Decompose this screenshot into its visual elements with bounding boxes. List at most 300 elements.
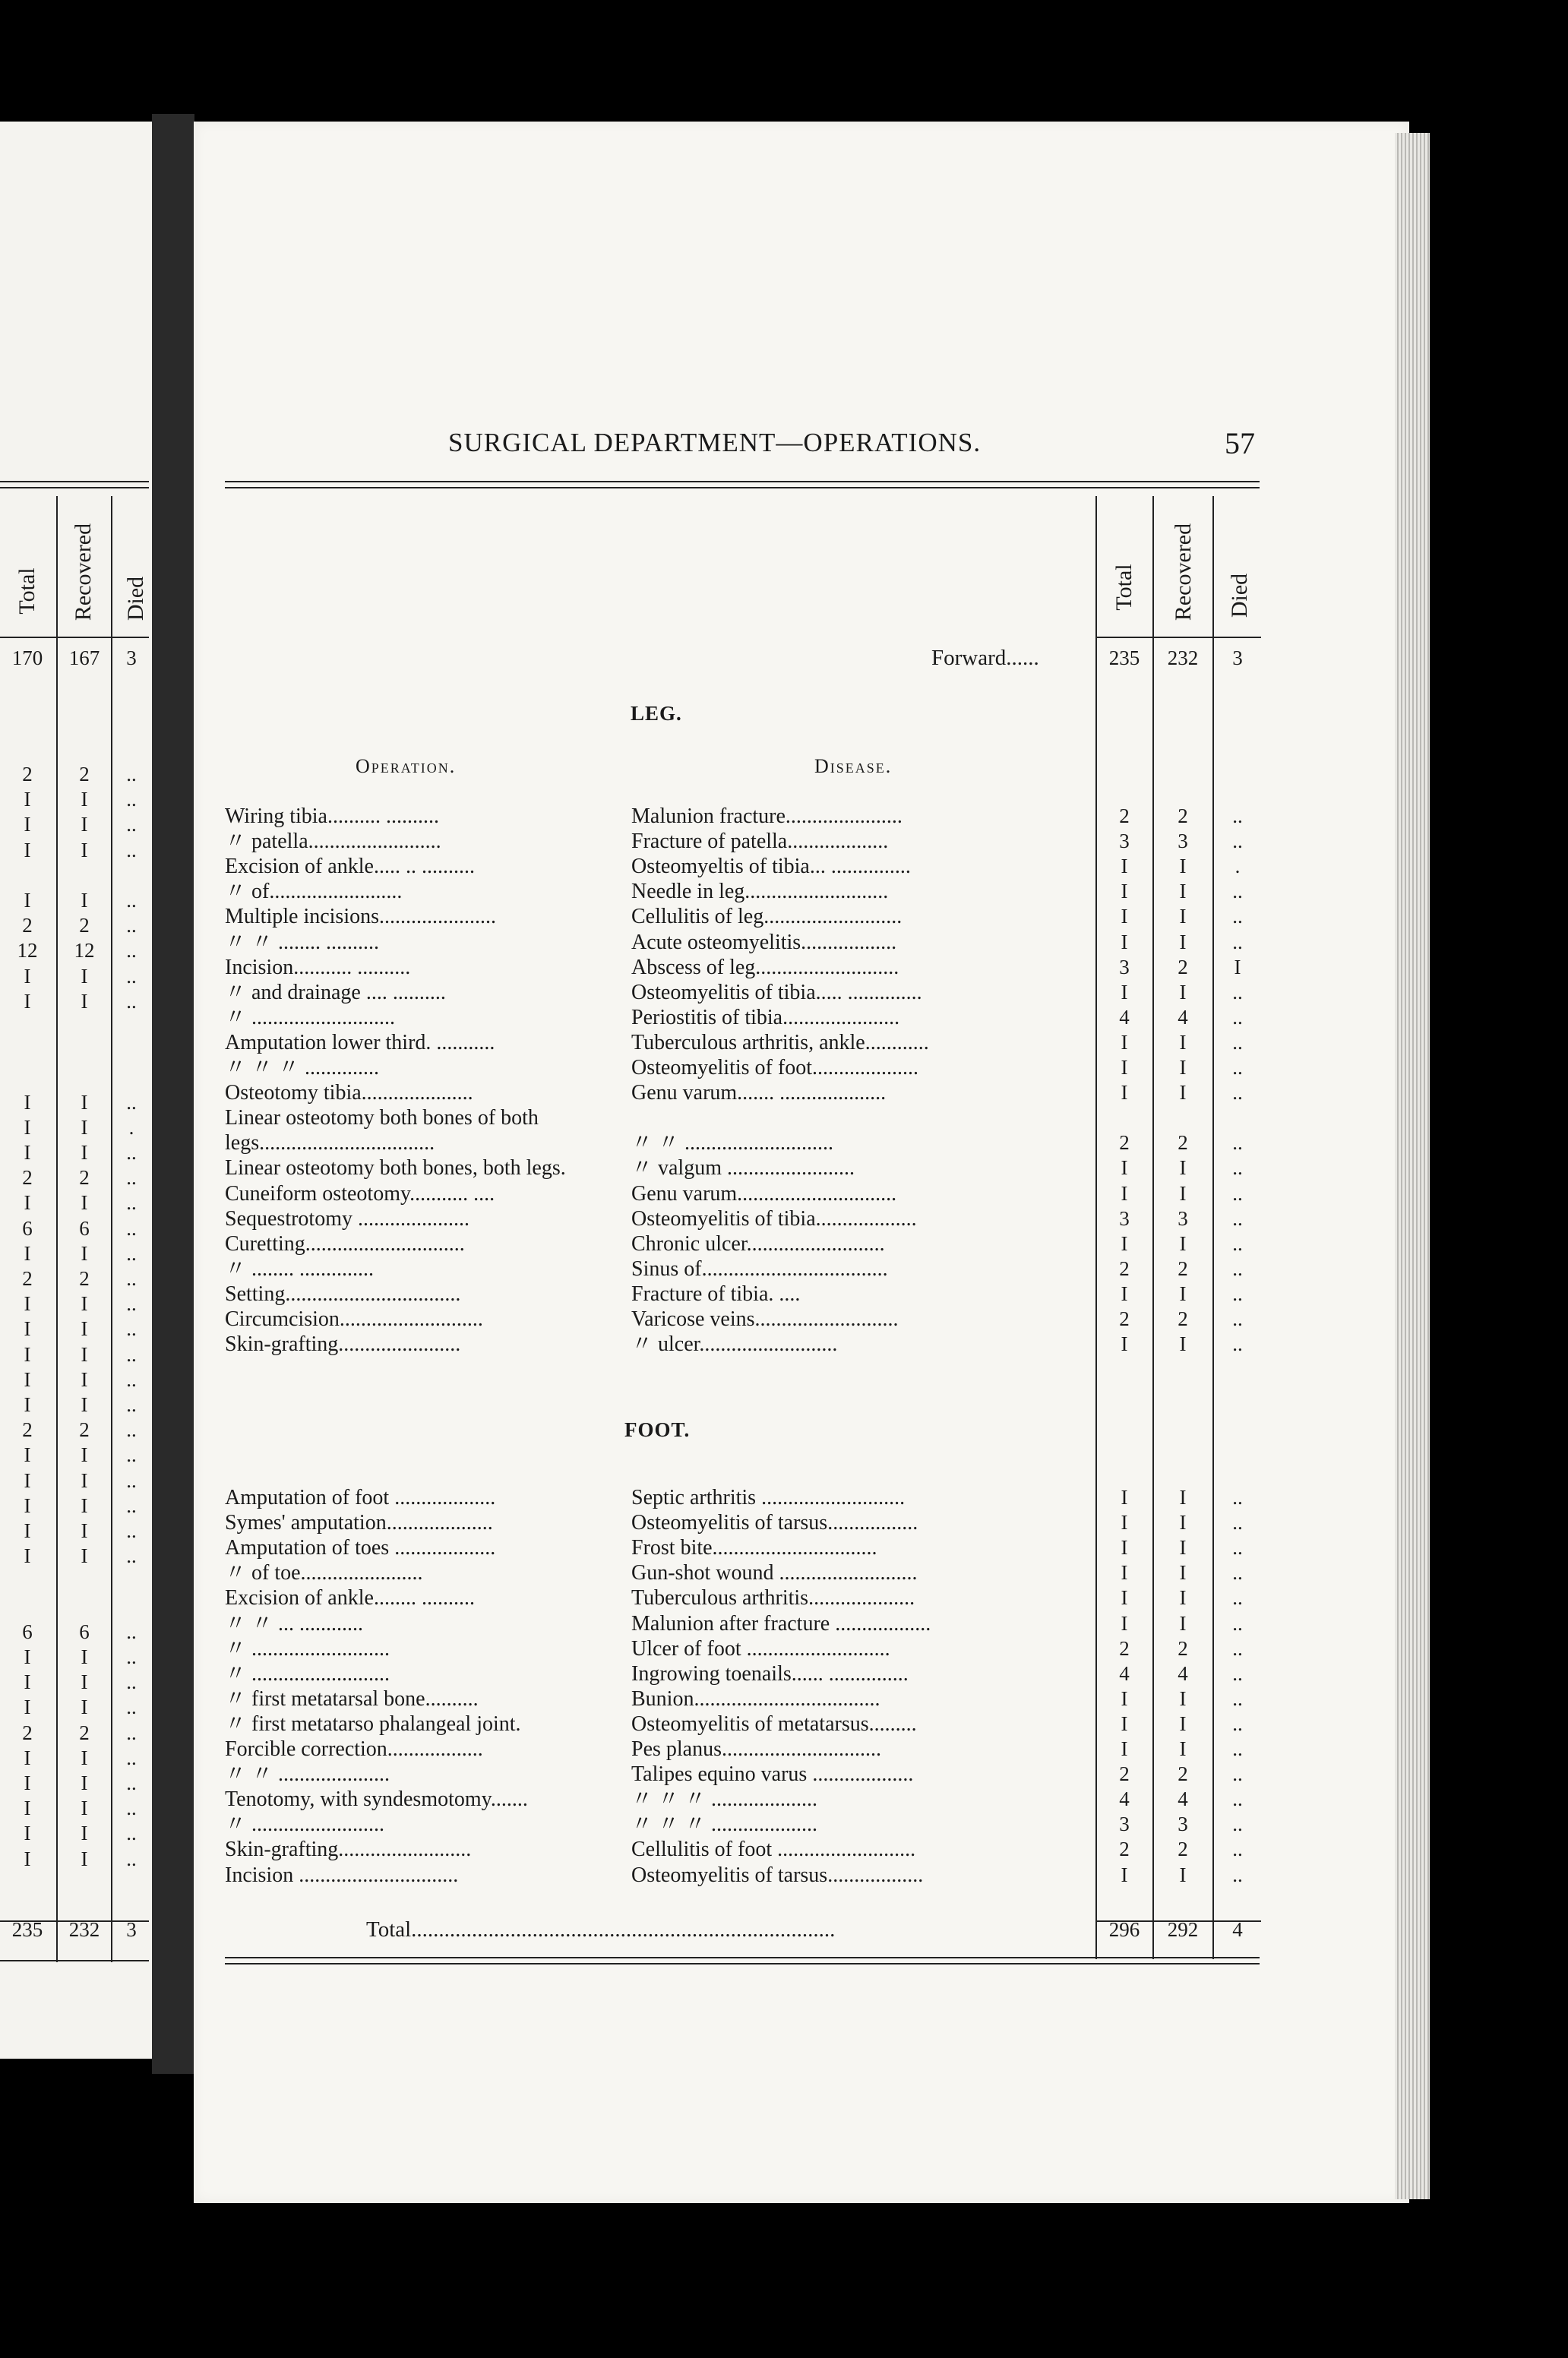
foot-died-cell: .. [1232,1686,1243,1710]
leg-operation: Amputation lower third. ........... [225,1030,495,1054]
leg-died-cell: .. [1232,1030,1243,1054]
leg-total-cell: I [1121,1030,1128,1054]
leg-total-cell: I [1121,905,1128,928]
foot-operation: 〃 ......................... [225,1813,385,1837]
column-header-total: Total [1111,564,1136,611]
foot-died-cell: .. [1232,1586,1243,1610]
left-row-cell: I [81,1847,88,1870]
leg-recovered-cell: I [1179,1056,1187,1079]
left-row-cell: I [81,813,88,836]
foot-total-cell: I [1121,1486,1128,1509]
left-row-cell: 2 [79,914,90,937]
foot-operation: Amputation of toes ................... [225,1536,496,1560]
foot-disease: Tuberculous arthritis.................... [631,1586,915,1610]
foot-recovered-cell: I [1179,1561,1187,1585]
leg-died-cell: .. [1232,1181,1243,1205]
left-row-cell: .. [126,1393,137,1416]
left-row-cell: .. [126,1090,137,1114]
foot-disease: Osteomyelitis of tarsus................. [631,1511,918,1535]
left-row-cell: I [81,1191,88,1215]
leg-recovered-cell: I [1179,1231,1187,1255]
left-row-cell: I [81,838,88,861]
foot-disease: Malunion after fracture .................. [631,1611,931,1636]
foot-disease: Osteomyelitis of metatarsus......... [631,1712,917,1736]
foot-recovered-cell: 3 [1178,1813,1188,1836]
foot-operation: Excision of ankle........ .......... [225,1586,475,1610]
leg-recovered-cell: 4 [1178,1005,1188,1029]
foot-row [0,1585,1568,1610]
left-row-cell: . [128,1115,134,1139]
leg-recovered-cell: 2 [1178,955,1188,978]
leg-row [0,930,1568,955]
leg-disease: Needle in leg........................... [631,880,889,904]
left-row-cell: .. [126,1241,137,1265]
leg-died-cell: . [1234,855,1241,878]
left-total-cell: 3 [126,1918,137,1941]
foot-died-cell: .. [1232,1838,1243,1861]
leg-disease: Chronic ulcer.......................... [631,1231,885,1256]
left-total-cell: 235 [11,1918,43,1941]
forward-recovered: 232 [1167,646,1199,669]
foot-operation: Tenotomy, with syndesmotomy....... [225,1787,528,1812]
foot-recovered-cell: I [1179,1863,1187,1886]
leg-row [0,904,1568,929]
left-row-cell: 2 [22,763,33,785]
column-header-recovered: Recovered [1171,523,1196,621]
left-row-cell: .. [126,1292,137,1316]
leg-operation: Skin-grafting....................... [225,1332,461,1357]
leg-operation: 〃 of......................... [225,880,403,904]
leg-died-cell: .. [1232,804,1243,827]
leg-row [0,980,1568,1005]
left-row-cell: .. [126,1418,137,1442]
foot-died-cell: .. [1232,1536,1243,1560]
left-row-cell: .. [126,1797,137,1820]
leg-operation: Circumcision........................... [225,1307,483,1331]
leg-operation: Multiple incisions...................... [225,905,496,929]
leg-died-cell: .. [1232,1256,1243,1280]
running-title: SURGICAL DEPARTMENT—OPERATIONS. [448,428,982,457]
left-row-cell: I [24,1847,31,1870]
left-row-cell: .. [126,1645,137,1668]
left-row-cell: I [81,1141,88,1164]
foot-section-title: FOOT. [624,1418,691,1441]
left-footer-rule [0,1960,149,1961]
leg-operation: 〃 ........................... [225,1005,396,1029]
leg-disease: Osteomyelitis of tibia................... [631,1206,917,1231]
foot-disease: Gun-shot wound .......................... [631,1561,918,1585]
foot-total-cell: 4 [1119,1787,1130,1811]
left-row-cell: I [81,1772,88,1794]
left-row-cell: I [81,1090,88,1114]
foot-operation: 〃 .......................... [225,1661,390,1686]
left-row-cell: .. [126,1696,137,1719]
foot-disease: Osteomyelitis of tarsus.................. [631,1863,924,1887]
left-row-cell: I [24,1443,31,1467]
left-row-cell: I [24,1797,31,1820]
leg-operation: 〃 ........ .............. [225,1256,375,1281]
foot-row [0,1560,1568,1585]
foot-disease: Pes planus.............................. [631,1737,881,1761]
disease-heading: Disease. [814,755,893,777]
left-row-cell: I [81,1746,88,1769]
leg-died-cell: .. [1232,1056,1243,1079]
leg-operation: legs................................. [225,1131,435,1155]
left-row-cell: I [81,889,88,912]
grand-recovered: 292 [1167,1918,1199,1941]
left-row-cell: 6 [79,1620,90,1643]
foot-recovered-cell: 2 [1178,1636,1188,1660]
leg-operation: Wiring tibia.......... .......... [225,804,439,828]
foot-row [0,1863,1568,1888]
leg-operation: Setting................................. [225,1282,461,1306]
leg-died-cell: .. [1232,930,1243,953]
leg-recovered-cell: I [1179,880,1187,903]
leg-row [0,1055,1568,1080]
foot-total-cell: I [1121,1511,1128,1535]
left-row-cell: 12 [17,939,38,962]
left-row-cell: I [81,964,88,988]
leg-row [0,879,1568,904]
left-row-cell: .. [126,964,137,988]
column-header-died: Died [1227,573,1252,618]
leg-died-cell: .. [1232,1206,1243,1230]
left-row-cell: .. [126,1141,137,1164]
grand-total: 296 [1108,1918,1140,1941]
foot-total-cell: I [1121,1686,1128,1710]
foot-row [0,1787,1568,1812]
leg-disease: Sinus of................................... [631,1256,888,1281]
left-total-cell: 232 [68,1918,100,1941]
operation-heading: Operation. [356,755,457,777]
leg-total-cell: 2 [1119,804,1130,827]
leg-total-cell: I [1121,1231,1128,1255]
foot-recovered-cell: 2 [1178,1762,1188,1786]
leg-recovered-cell: 3 [1178,1206,1188,1230]
foot-disease: Ingrowing toenails...... ............... [631,1661,909,1686]
leg-operation: 〃 and drainage .... .......... [225,980,446,1004]
left-forward-cell: 3 [126,646,137,669]
foot-operation: 〃 first metatarsal bone.......... [225,1686,479,1711]
left-row-cell: I [24,1822,31,1845]
foot-total-cell: I [1121,1611,1128,1635]
foot-recovered-cell: I [1179,1737,1187,1760]
leg-operation: 〃 〃 ........ .......... [225,930,380,954]
foot-row [0,1686,1568,1712]
foot-operation: 〃 〃 ..................... [225,1762,390,1787]
leg-total-cell: I [1121,855,1128,878]
left-row-cell: I [24,1115,31,1139]
foot-row [0,1837,1568,1862]
leg-recovered-cell: 2 [1178,1256,1188,1280]
left-header-rule-top [0,481,149,482]
left-row-cell: .. [126,1671,137,1694]
foot-disease: 〃 〃 〃 .................... [631,1813,818,1837]
foot-disease: Frost bite............................... [631,1536,877,1560]
leg-disease: Acute osteomyelitis.................. [631,930,897,954]
leg-operation: Linear osteotomy both bones, both legs. [225,1156,566,1181]
left-row-cell: I [24,1241,31,1265]
left-row-cell: 6 [22,1620,33,1643]
leg-row [0,955,1568,980]
left-row-cell: I [24,989,31,1013]
foot-total-cell: 4 [1119,1661,1130,1685]
left-row-cell: 2 [79,1166,90,1190]
left-row-cell: .. [126,1443,137,1467]
leg-row [0,1130,1568,1155]
left-row-cell: I [24,964,31,988]
left-row-cell: I [24,838,31,861]
leg-died-cell: .. [1232,1156,1243,1180]
foot-recovered-cell: I [1179,1536,1187,1560]
leg-died-cell: .. [1232,980,1243,1004]
leg-total-cell: I [1121,980,1128,1004]
leg-recovered-cell: 3 [1178,830,1188,853]
left-row-cell: I [24,1292,31,1316]
left-row-cell: I [81,1241,88,1265]
leg-disease: Fracture of tibia. .... [631,1282,801,1306]
foot-row [0,1636,1568,1661]
foot-died-cell: .. [1232,1611,1243,1635]
left-row-cell: .. [126,1166,137,1190]
leg-disease: Genu varum.............................. [631,1181,897,1206]
left-row-cell: 2 [79,1418,90,1442]
leg-operation: 〃 〃 〃 .............. [225,1056,380,1079]
left-row-cell: 2 [22,1166,33,1190]
left-row-cell: .. [126,1746,137,1769]
leg-row [0,1005,1568,1030]
leg-died-cell: .. [1232,830,1243,853]
leg-operation: Sequestrotomy ..................... [225,1206,469,1231]
leg-total-cell: 2 [1119,1256,1130,1280]
foot-died-cell: .. [1232,1511,1243,1535]
leg-disease: Osteomyelitis of tibia..... .............. [631,980,922,1004]
footer-rule-bottom [225,1963,1260,1964]
left-row-cell: I [81,1494,88,1517]
leg-total-cell: I [1121,1282,1128,1305]
left-row-cell: 6 [79,1216,90,1240]
foot-total-cell: I [1121,1712,1128,1735]
left-row-cell: 2 [22,914,33,937]
left-row-cell: I [81,1115,88,1139]
leg-section-title: LEG. [631,702,682,725]
foot-total-cell: 2 [1119,1838,1130,1861]
left-row-cell: .. [126,838,137,861]
leg-died-cell: .. [1232,1005,1243,1029]
leg-operation: Linear osteotomy both bones of both [225,1106,539,1130]
leg-row [0,854,1568,879]
left-row-cell: I [81,1317,88,1341]
left-row-cell: I [24,1141,31,1164]
left-row-cell: I [81,1797,88,1820]
leg-died-cell: .. [1232,905,1243,928]
left-row-cell: I [24,788,31,811]
left-row-cell: I [24,1746,31,1769]
foot-recovered-cell: 4 [1178,1661,1188,1685]
foot-died-cell: .. [1232,1863,1243,1886]
foot-disease: Ulcer of foot ........................... [631,1636,890,1661]
foot-recovered-cell: I [1179,1586,1187,1610]
left-row-cell: 2 [22,1721,33,1744]
leg-disease: 〃 ulcer.......................... [631,1332,838,1357]
leg-row [0,829,1568,854]
left-row-cell: I [24,1645,31,1668]
leg-recovered-cell: I [1179,930,1187,953]
foot-recovered-cell: 4 [1178,1787,1188,1811]
foot-recovered-cell: I [1179,1611,1187,1635]
left-forward-cell: 170 [11,646,43,669]
left-row-cell: I [24,1772,31,1794]
leg-died-cell: .. [1232,1231,1243,1255]
leg-died-cell: .. [1232,1332,1243,1356]
leg-row [0,1307,1568,1332]
left-row-cell: .. [126,1494,137,1517]
leg-disease: Varicose veins........................... [631,1307,899,1331]
leg-row [0,1181,1568,1206]
leg-operation: Excision of ankle..... .. .......... [225,855,475,879]
left-row-cell: I [81,989,88,1013]
left-row-cell: .. [126,1468,137,1492]
leg-disease: 〃 〃 ............................ [631,1131,834,1155]
foot-operation: 〃 first metatarso phalangeal joint. [225,1712,521,1736]
foot-row [0,1712,1568,1737]
foot-operation: Forcible correction.................. [225,1737,483,1761]
foot-disease: 〃 〃 〃 .................... [631,1787,818,1812]
foot-died-cell: .. [1232,1486,1243,1509]
header-rule-top [225,481,1260,482]
footer-rule-top [225,1957,1260,1958]
left-row-cell: .. [126,763,137,785]
left-row-cell: I [81,1696,88,1719]
foot-died-cell: .. [1232,1737,1243,1760]
left-row-cell: I [24,889,31,912]
left-row-cell: I [81,1468,88,1492]
leg-recovered-cell: I [1179,1081,1187,1105]
left-row-cell: .. [126,1847,137,1870]
foot-row [0,1535,1568,1560]
left-row-cell: I [81,1443,88,1467]
leg-disease: Tuberculous arthritis, ankle............ [631,1030,929,1054]
left-row-cell: .. [126,1772,137,1794]
foot-row [0,1611,1568,1636]
left-row-cell: I [24,1367,31,1391]
foot-total-cell: 3 [1119,1813,1130,1836]
foot-row [0,1762,1568,1787]
foot-recovered-cell: 2 [1178,1838,1188,1861]
leg-total-cell: 3 [1119,1206,1130,1230]
foot-row [0,1812,1568,1837]
foot-operation: 〃 〃 ... ............ [225,1611,364,1636]
leg-recovered-cell: I [1179,1282,1187,1305]
forward-label: Forward...... [931,646,1039,670]
left-row-cell: .. [126,914,137,937]
leg-total-cell: I [1121,1081,1128,1105]
left-row-cell: I [81,1822,88,1845]
leg-recovered-cell: 2 [1178,804,1188,827]
leg-recovered-cell: 2 [1178,1307,1188,1330]
leg-total-cell: 2 [1119,1307,1130,1330]
leg-died-cell: .. [1232,1081,1243,1105]
foot-total-cell: I [1121,1561,1128,1585]
total-label: Total............................................................................. [366,1917,836,1942]
leg-row [0,1155,1568,1181]
foot-died-cell: .. [1232,1762,1243,1786]
left-header-total: Total [14,567,40,615]
foot-total-cell: I [1121,1586,1128,1610]
foot-recovered-cell: I [1179,1712,1187,1735]
left-row-cell: .. [126,1367,137,1391]
leg-total-cell: 4 [1119,1005,1130,1029]
foot-disease: Cellulitis of foot .......................... [631,1838,916,1862]
leg-total-cell: I [1121,1156,1128,1180]
leg-disease: Genu varum....... .................... [631,1081,887,1105]
leg-total-cell: 3 [1119,830,1130,853]
leg-disease: 〃 valgum ........................ [631,1156,855,1181]
left-row-cell: I [81,1342,88,1366]
leg-row [0,804,1568,829]
leg-disease: Cellulitis of leg.......................... [631,905,903,929]
foot-died-cell: .. [1232,1636,1243,1660]
foot-total-cell: I [1121,1737,1128,1760]
leg-total-cell: I [1121,1056,1128,1079]
leg-total-cell: I [1121,930,1128,953]
leg-row [0,1105,1568,1130]
foot-died-cell: .. [1232,1661,1243,1685]
foot-operation: Incision .............................. [225,1863,459,1887]
leg-disease: Osteomyelitis of foot.................... [631,1056,918,1079]
left-forward-cell: 167 [68,646,100,669]
leg-recovered-cell: I [1179,1332,1187,1356]
left-row-cell: .. [126,939,137,962]
leg-total-cell: 3 [1119,955,1130,978]
leg-recovered-cell: 2 [1178,1131,1188,1155]
left-row-cell: .. [126,1544,137,1568]
foot-died-cell: .. [1232,1787,1243,1811]
leg-disease: Osteomyeltis of tibia... ............... [631,855,911,879]
left-row-cell: I [81,1645,88,1668]
leg-recovered-cell: I [1179,855,1187,878]
left-header-died: Died [123,576,148,621]
left-row-cell: .. [126,1822,137,1845]
left-row-cell: .. [126,989,137,1013]
leg-operation: 〃 patella......................... [225,830,441,854]
foot-disease: Bunion................................... [631,1686,880,1711]
leg-disease: Abscess of leg........................... [631,955,899,979]
leg-recovered-cell: I [1179,1181,1187,1205]
left-row-cell: I [24,1468,31,1492]
leg-operation: Osteotomy tibia..................... [225,1081,473,1105]
left-row-cell: 2 [79,763,90,785]
left-row-cell: 6 [22,1216,33,1240]
left-row-cell: I [24,1342,31,1366]
leg-recovered-cell: I [1179,1030,1187,1054]
foot-row [0,1485,1568,1510]
leg-disease: Periostitis of tibia...................... [631,1005,900,1029]
left-header-recovered: Recovered [71,523,96,621]
left-row-cell: I [24,813,31,836]
foot-recovered-cell: I [1179,1511,1187,1535]
left-row-cell: I [81,1393,88,1416]
leg-disease: Malunion fracture...................... [631,804,903,828]
left-row-cell: .. [126,889,137,912]
left-row-cell: I [24,1494,31,1517]
foot-operation: 〃 of toe....................... [225,1561,423,1585]
left-row-cell: 2 [22,1418,33,1442]
leg-recovered-cell: I [1179,905,1187,928]
left-row-cell: 2 [22,1267,33,1290]
left-row-cell: I [81,788,88,811]
leg-died-cell: .. [1232,1307,1243,1330]
